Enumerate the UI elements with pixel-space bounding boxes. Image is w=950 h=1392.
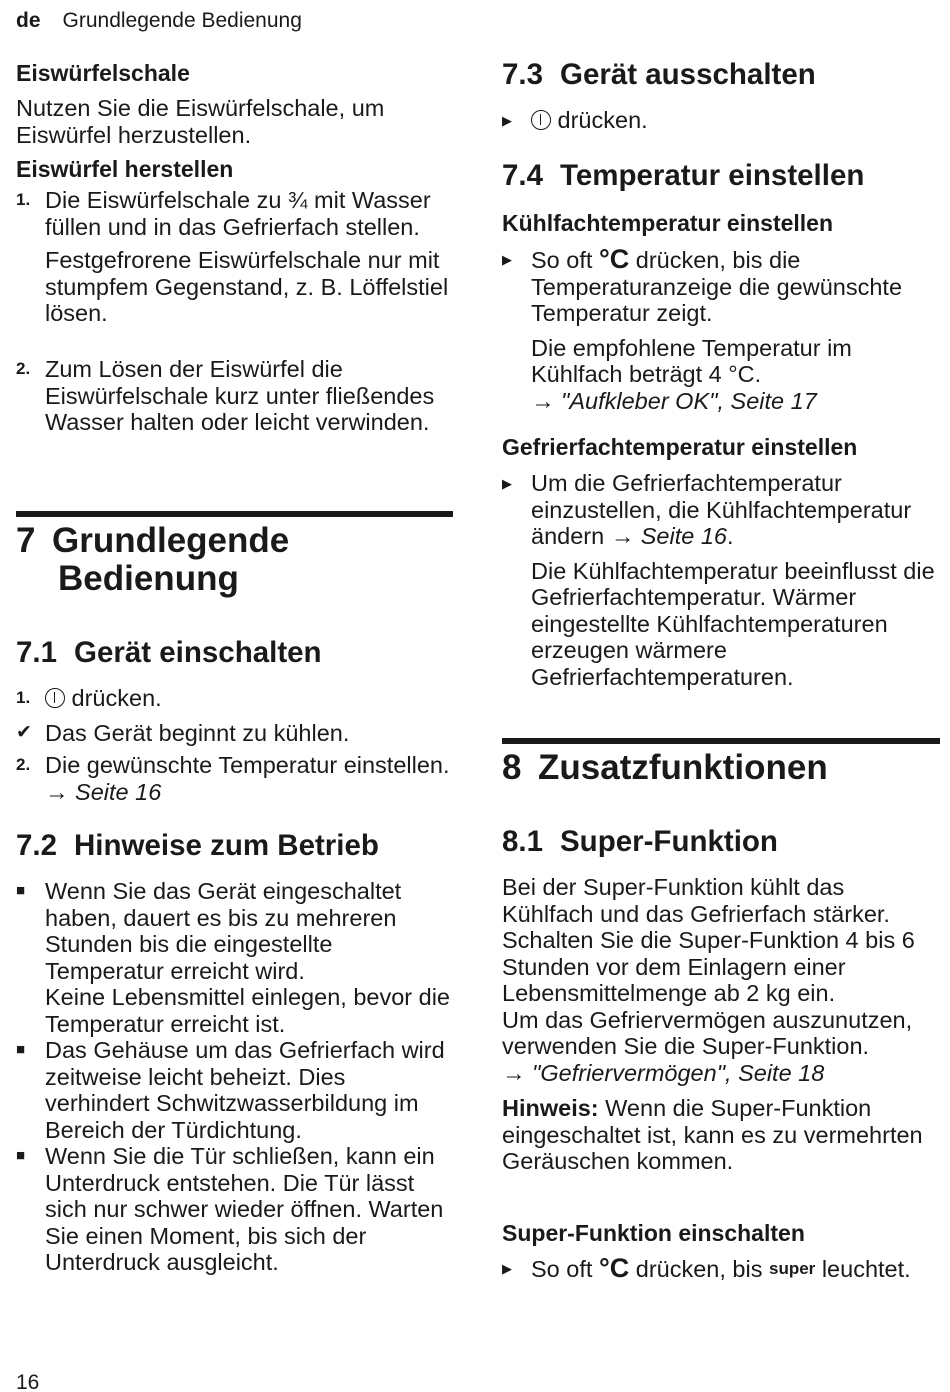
section-7-2-heading xyxy=(16,829,453,863)
action-triangle-icon: ▶ xyxy=(502,113,512,128)
action-text-pre: So oft xyxy=(531,1256,593,1282)
switch-off-action xyxy=(502,107,940,134)
action-triangle-icon: ▶ xyxy=(502,476,512,491)
switch-on-steps xyxy=(16,685,453,805)
action-text: drücken. xyxy=(557,107,648,133)
list-item-text: Das Gehäuse um das Gefrierfach wird zeitweise leicht beheizt. Dies verhindert Schwitzwasserbildung im Bereich der Türdichtung. xyxy=(45,1037,445,1143)
bullet-square-icon: ■ xyxy=(16,1041,26,1058)
step-note: Festgefrorene Eiswürfelschale nur mit stumpfem Gegenstand, z. B. Löffelstiel lösen. xyxy=(45,247,449,326)
section-7-4-heading xyxy=(502,159,940,193)
chapter-8-heading xyxy=(502,749,940,787)
operation-notes-list xyxy=(16,878,453,1276)
fridge-temp-heading: Kühlfachtemperatur einstellen xyxy=(502,210,834,236)
hint-label: Hinweis: xyxy=(502,1095,599,1121)
section-number: 7.1 xyxy=(16,636,58,669)
section-title: Gerät ausschalten xyxy=(560,58,816,91)
chapter-title: Zusatzfunktionen xyxy=(538,748,828,787)
action-item xyxy=(502,1255,940,1283)
section-number: 7.2 xyxy=(16,829,58,862)
hint-text: Wenn die Super-Funktion eingeschaltet ist, kann es zu vermehrten Geräuschen kommen. xyxy=(502,1095,923,1174)
ice-tray-heading: Eiswürfelschale xyxy=(16,60,190,86)
page-reference: Seite 16 xyxy=(75,778,162,805)
page-header xyxy=(16,8,302,34)
step-number: 1. xyxy=(16,190,31,209)
action-text: Um die Gefrierfachtemperatur einzustellen, die Kühlfachtemperatur ändern xyxy=(531,470,912,549)
action-item: ▶ Um die Gefrierfachtemperatur einzustellen, die Kühlfachtemperatur ändern → Seite 16. Die Kühlfachtemperatur beeinflusst die Gefrierfachtemperatur. Wärmer eingestellte Kühlfachtemperaturen erzeugen wärmere Gefrierfachtemperaturen. xyxy=(502,470,940,690)
chapter-rule xyxy=(502,738,940,744)
section-title: Super-Funktion xyxy=(560,825,778,858)
chapter-title-line2: Bedienung xyxy=(58,559,239,598)
chapter-7-heading xyxy=(16,522,453,598)
power-icon xyxy=(45,688,65,708)
step-text: Die gewünschte Temperatur einstellen. xyxy=(45,752,450,778)
section-title: Hinweise zum Betrieb xyxy=(74,829,379,862)
step-number: 1. xyxy=(16,688,31,707)
action-text-post: leuchtet. xyxy=(821,1256,911,1282)
ice-tray-intro: Nutzen Sie die Eiswürfelschale, um Eiswürfel herzustellen. xyxy=(16,95,385,148)
bullet-square-icon: ■ xyxy=(16,1147,26,1164)
make-ice-step-2-wrap xyxy=(16,356,453,436)
section-title: Gerät einschalten xyxy=(74,636,322,669)
list-item xyxy=(16,1037,453,1143)
chapter-number: 8 xyxy=(502,748,522,787)
section-number: 7.4 xyxy=(502,159,544,192)
reference-arrow-icon: → xyxy=(610,523,635,549)
temperature-button-icon: °C xyxy=(598,244,630,274)
make-ice-steps xyxy=(16,187,453,327)
paragraph: Um das Gefriervermögen auszunutzen, verwenden Sie die Super-Funktion. xyxy=(502,1006,913,1059)
page-reference: "Gefriervermögen", Seite 18 xyxy=(532,1059,825,1086)
section-number: 7.3 xyxy=(502,58,544,91)
section-number: 8.1 xyxy=(502,825,544,858)
action-note: Die empfohlene Temperatur im Kühlfach beträgt 4 °C. xyxy=(531,334,852,387)
super-on-heading: Super-Funktion einschalten xyxy=(502,1220,805,1246)
section-title: Temperatur einstellen xyxy=(560,159,865,192)
language-code: de xyxy=(16,9,41,32)
power-icon xyxy=(531,110,551,130)
step-text: drücken. xyxy=(71,685,162,711)
step-number: 2. xyxy=(16,755,31,774)
action-text-mid: drücken, bis xyxy=(635,1256,763,1282)
step-text: Die Eiswürfelschale zu ¾ mit Wasser füllen und in das Gefrierfach stellen. xyxy=(45,187,431,240)
action-triangle-icon: ▶ xyxy=(502,252,512,267)
section-7-3-heading xyxy=(502,58,940,92)
page-reference: "Aufkleber OK", Seite 17 xyxy=(561,387,817,414)
chapter-number: 7 xyxy=(16,521,36,560)
super-on-action xyxy=(502,1255,940,1283)
reference-arrow-icon: → xyxy=(45,778,69,805)
step-item xyxy=(16,187,453,327)
list-item-note: Keine Lebensmittel einlegen, bevor die Temperatur erreicht ist. xyxy=(45,984,450,1037)
super-indicator: super xyxy=(769,1259,816,1278)
result-text: Das Gerät beginnt zu kühlen. xyxy=(45,719,350,746)
step-item xyxy=(16,685,453,712)
header-title: Grundlegende Bedienung xyxy=(62,9,302,32)
list-item-text: Wenn Sie die Tür schließen, kann ein Unterdruck entstehen. Die Tür lässt sich nur schwer wieder öffnen. Warten Sie einen Moment, bis sich der Unterdruck ausgleicht. xyxy=(45,1143,444,1275)
temperature-button-icon: °C xyxy=(598,1253,630,1283)
step-item xyxy=(16,752,453,805)
result-item xyxy=(16,720,453,747)
freezer-temp-heading: Gefrierfachtemperatur einstellen xyxy=(502,434,858,460)
freezer-temp-action xyxy=(502,470,940,690)
list-item xyxy=(16,1143,453,1276)
list-item-text: Wenn Sie das Gerät eingeschaltet haben, dauert es bis zu mehreren Stunden bis die eingestellte Temperatur erreicht wird. xyxy=(45,878,402,984)
bullet-square-icon: ■ xyxy=(16,882,26,899)
step-text: Zum Lösen der Eiswürfel die Eiswürfelschale kurz unter fließendes Wasser halten oder leicht verwinden. xyxy=(45,356,435,435)
action-item xyxy=(502,246,940,414)
super-function-body xyxy=(502,874,940,1175)
page-reference: Seite 16 xyxy=(640,523,727,549)
action-item xyxy=(502,107,940,134)
step-item xyxy=(16,356,453,436)
list-item xyxy=(16,878,453,1037)
chapter-title-line1: Grundlegende xyxy=(52,521,290,560)
action-text-post: drücken, bis die Temperaturanzeige die gewünschte Temperatur zeigt. xyxy=(531,247,903,326)
page-number: 16 xyxy=(16,1371,40,1392)
step-number: 2. xyxy=(16,359,31,378)
action-triangle-icon: ▶ xyxy=(502,1261,512,1276)
chapter-rule xyxy=(16,511,453,517)
action-text-pre: So oft xyxy=(531,247,593,273)
action-note: Die Kühlfachtemperatur beeinflusst die Gefrierfachtemperatur. Wärmer eingestellte Kühlfachtemperaturen erzeugen wärmere Gefrierfachtemperaturen. xyxy=(531,557,935,690)
paragraph: Bei der Super-Funktion kühlt das Kühlfach und das Gefrierfach stärker. Schalten Sie die Super-Funktion 4 bis 6 Stunden vor dem Einlagern einer Lebensmittelmenge ab 2 kg ein. xyxy=(502,874,915,1006)
check-icon: ✔ xyxy=(16,721,32,743)
reference-arrow-icon: → xyxy=(531,387,555,414)
make-ice-heading: Eiswürfel herstellen xyxy=(16,156,234,182)
section-8-1-heading xyxy=(502,825,940,859)
fridge-temp-action xyxy=(502,246,940,414)
section-7-1-heading xyxy=(16,636,453,670)
reference-arrow-icon: → xyxy=(502,1059,526,1086)
